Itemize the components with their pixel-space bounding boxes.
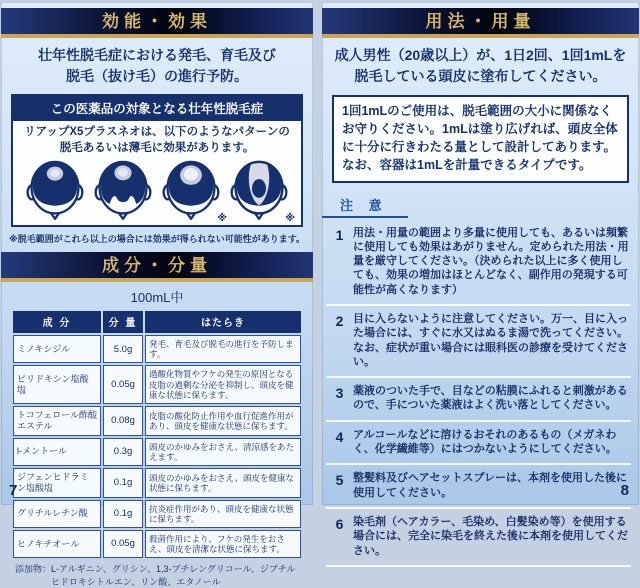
page-number-right: 8: [620, 482, 629, 499]
ingredient-name: トコフェロール酢酸エステル: [13, 406, 101, 436]
baldness-pattern-diagrams: [13, 156, 301, 225]
dosage-statement: [322, 45, 639, 87]
caution-text: 薬液のついた手で、目などの粘膜にふれると刺激があるので、手についた薬液はよく洗い落としてください。: [353, 385, 628, 412]
ingredient-amount: 0.3g: [103, 438, 143, 466]
dosage-note-text-2: なお、容器は1mLを計量できるタイプです。: [342, 158, 592, 173]
table-row: [13, 335, 301, 363]
table-row: [13, 530, 301, 558]
ingredient-name: ピリドキシン塩酸塩: [13, 365, 101, 404]
caution-item: [326, 465, 631, 509]
section-header-dosage: 用法・用量: [322, 8, 639, 38]
ingredient-function: 殺菌作用により、フケの発生をおさえ、頭皮を清潔な状態に保ちます。: [145, 530, 301, 558]
ingredient-function: 抗炎症作用があり、頭皮を健康な状態に保ちます。: [145, 500, 301, 528]
section-header-ingredients: 成分・分量: [1, 252, 313, 282]
table-row: [13, 468, 301, 498]
dosage-line-1: 成人男性（20歳以上）が、1日2回、1回1mLを: [334, 47, 627, 63]
ingredients-subtitle: 100mL中: [130, 290, 184, 306]
ingredient-name: ジフェンヒドラミン塩酸塩: [13, 468, 101, 498]
left-page: [1, 2, 313, 587]
caution-item: [326, 509, 631, 567]
column-header: 成 分: [13, 311, 101, 333]
pattern-asterisk: ※: [285, 213, 295, 225]
caution-number: 2: [335, 312, 344, 329]
ingredient-amount: 0.08g: [103, 406, 143, 436]
ingredient-function: 過酸化物質やフケの発生の原因となる皮脂の過剰な分泌を抑制し、頭皮を健康な状態に保ちます。: [145, 365, 301, 404]
ingredient-amount: 0.05g: [103, 365, 143, 404]
caution-text: 用法・用量の範囲より多量に使用しても、あるいは頻繁に使用しても効果はあがりません。定められた用法・用量を厳守してください。（決められた以上に多く使用しても、効果の増加はほとんどなく、副作用の発現する可能性が高くなります）: [353, 226, 629, 296]
column-header: はたらき: [145, 311, 301, 333]
ingredient-amount: 0.1g: [103, 468, 143, 498]
ingredient-amount: 0.1g: [103, 500, 143, 528]
caution-item: [326, 378, 631, 422]
caution-heading: 注 意: [322, 195, 408, 218]
ingredients-table: [11, 309, 303, 560]
ingredient-name: ヒノキチオール: [13, 530, 101, 558]
dosage-note-text: 1回1mLのご使用は、脱毛範囲の大小に関係なくお守りください。1mLは塗り広げれば、頭皮全体に十分に行きわたる量として設計してあります。: [342, 104, 618, 155]
ingredient-name: グリチルレチン酸: [13, 500, 101, 528]
baldness-pattern-box: [11, 94, 303, 227]
caution-text: 整髪料及びヘアセットスプレーは、本剤を使用した後に使用してください。: [353, 472, 628, 499]
head-pattern-small-crown-icon: [23, 158, 87, 222]
pattern-box-description: [13, 125, 301, 156]
caution-number: 3: [335, 385, 344, 402]
efficacy-line-2: 脱毛（抜け毛）の進行予防。: [66, 68, 248, 84]
ingredient-function: 皮脂の酸化防止作用や血行促進作用があり、頭皮を健康な状態に保ちます。: [145, 406, 301, 436]
pattern-asterisk: ※: [217, 213, 227, 225]
column-header: 分 量: [103, 311, 143, 333]
additives-note: 添加物：L-アルギニン、グリシン、1,3-ブチレングリコール、ジブチルヒドロキシトルエン、リン酸、エタノール: [15, 564, 296, 587]
ingredient-name: l-メントール: [13, 438, 101, 466]
table-row: [13, 500, 301, 528]
pattern-footnote: ※脱毛範囲がこれら以上の場合には効果が得られない可能性があります。: [8, 234, 306, 245]
caution-number: 1: [335, 226, 344, 243]
head-pattern-advanced-icon: [227, 158, 295, 225]
caution-number: 6: [335, 515, 344, 532]
table-row: [13, 438, 301, 466]
section-header-efficacy: 効能・効果: [1, 8, 313, 38]
ingredient-amount: 5.0g: [103, 335, 143, 363]
caution-item: [326, 422, 631, 466]
caution-item: [326, 306, 631, 378]
ingredient-function: 頭皮のかゆみをおさえ、清涼感をあたえます。: [145, 438, 301, 466]
ingredient-name: ミノキシジル: [13, 335, 101, 363]
head-pattern-crown-m-shape-icon: [91, 158, 155, 222]
pattern-desc-line-1: リアップX5プラスネオは、以下のようなパターンの: [24, 126, 290, 138]
caution-text: 染毛剤（ヘアカラー、毛染め、白髪染め等）を使用する場合には、完全に染毛を終えた後に本剤を使用してください。: [353, 515, 628, 557]
caution-number: 5: [335, 472, 344, 489]
head-pattern-large-crown-icon: [159, 158, 227, 225]
caution-text: アルコールなどに溶けるおそれのあるもの（メガネわく、化学繊維等）にはつかないようにしてください。: [353, 428, 617, 456]
efficacy-statement: [1, 45, 313, 87]
table-row: [13, 406, 301, 436]
ingredients-table-body: [13, 335, 301, 558]
page-number-left: 7: [9, 482, 18, 499]
ingredient-function: 発毛、育毛及び脱毛の進行を予防します。: [145, 335, 301, 363]
pattern-desc-line-2: 脱毛あるいは薄毛に効果があります。: [59, 141, 255, 154]
caution-list: [326, 220, 631, 567]
ingredient-amount: 0.05g: [103, 530, 143, 558]
pattern-box-title: この医薬品の対象となる壮年性脱毛症: [13, 96, 301, 121]
right-page: [322, 2, 639, 557]
table-header-row: [13, 311, 301, 333]
caution-text: 目に入らないように注意してください。万一、目に入った場合には、すぐに水又はぬるま湯で洗ってください。なお、症状が重い場合には眼科医の診療を受けてください。: [353, 312, 628, 368]
efficacy-line-1: 壮年性脱毛症における発毛、育毛及び: [38, 47, 276, 63]
dosage-note-box: [332, 95, 629, 183]
table-row: [13, 365, 301, 404]
ingredient-function: 頭皮のかゆみをおさえ、頭皮を健康な状態に保ちます。: [145, 468, 301, 498]
caution-item: [326, 220, 631, 306]
caution-number: 4: [335, 428, 344, 445]
dosage-line-2: 脱毛している頭皮に塗布してください。: [354, 68, 607, 84]
